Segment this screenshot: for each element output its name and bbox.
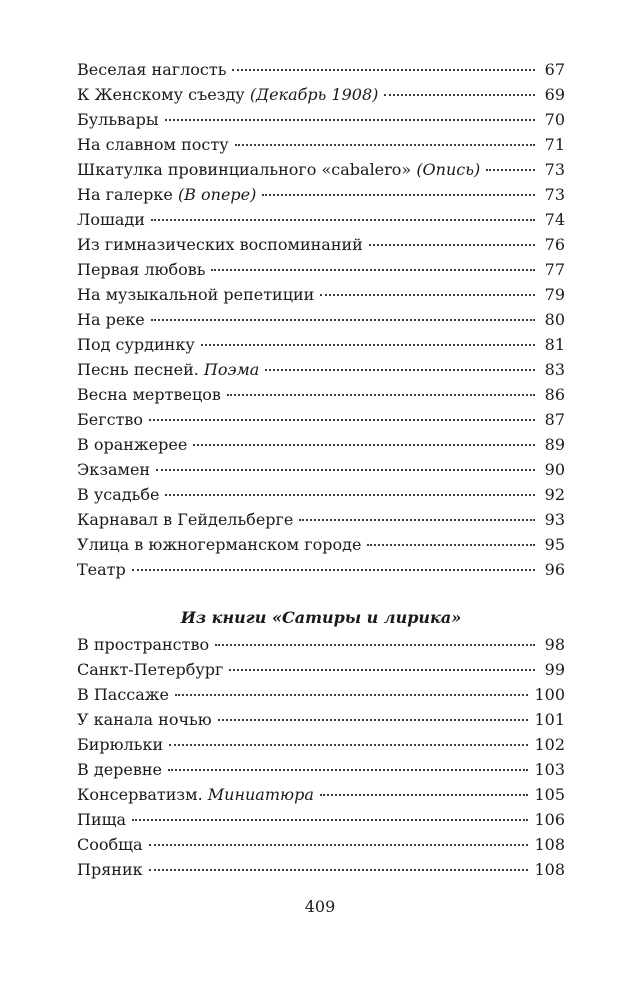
toc-entry-title	[77, 132, 229, 157]
toc-leader-dots	[369, 244, 535, 246]
toc-entry-title-text: Бирюльки	[77, 735, 164, 754]
toc-entry-title	[77, 207, 145, 232]
toc-entry-subtitle: Поэма	[203, 360, 260, 379]
toc-leader-dots	[149, 869, 529, 871]
toc-entry	[77, 332, 565, 357]
toc-entry-title	[77, 732, 163, 757]
toc-entry-page: 77	[544, 260, 565, 279]
toc-entry-title	[77, 782, 314, 807]
page-number: 409	[304, 897, 336, 916]
toc-entry-title	[77, 407, 143, 432]
toc-entry-title-text: У канала ночью	[77, 710, 212, 729]
toc-entry-title-text: Веселая наглость	[77, 60, 227, 79]
toc-entry-page: 74	[544, 210, 565, 229]
toc-entry-title-text: Сообща	[77, 835, 143, 854]
toc-entry-title-text: В усадьбе	[77, 485, 160, 504]
toc-entry	[77, 57, 565, 82]
toc-entry	[77, 257, 565, 282]
toc-entry-page: 98	[544, 635, 565, 654]
toc-entry-page: 89	[544, 435, 565, 454]
toc-leader-dots	[156, 469, 535, 471]
toc-leader-dots	[149, 419, 535, 421]
toc-entry-title-text: На реке	[77, 310, 145, 329]
toc-entry-title	[77, 357, 259, 382]
toc-entry-page: 96	[544, 560, 565, 579]
toc-entry-title-text: Бульвары	[77, 110, 159, 129]
toc-leader-dots	[175, 694, 528, 696]
toc-entry	[77, 732, 565, 757]
toc-entry-page: 70	[544, 110, 565, 129]
toc-leader-dots	[320, 794, 529, 796]
toc-entry	[77, 82, 565, 107]
toc-entry	[77, 207, 565, 232]
toc-entry-page: 80	[544, 310, 565, 329]
toc-entry	[77, 232, 565, 257]
toc-list-part2	[77, 632, 565, 882]
toc-entry-page: 105	[534, 785, 565, 804]
toc-entry-subtitle: (Опись)	[416, 160, 481, 179]
toc-leader-dots	[149, 844, 529, 846]
toc-leader-dots	[232, 69, 535, 71]
section-heading: Из книги «Сатиры и лирика»	[180, 608, 462, 627]
toc-leader-dots	[132, 569, 535, 571]
toc-entry-title	[77, 57, 226, 82]
toc-entry	[77, 807, 565, 832]
toc-leader-dots	[262, 194, 535, 196]
toc-entry	[77, 282, 565, 307]
toc-leader-dots	[299, 519, 535, 521]
toc-entry-title	[77, 682, 169, 707]
toc-entry	[77, 757, 565, 782]
toc-entry	[77, 132, 565, 157]
toc-entry-page: 71	[544, 135, 565, 154]
toc-entry-title	[77, 757, 162, 782]
toc-leader-dots	[218, 719, 529, 721]
toc-entry	[77, 407, 565, 432]
toc-entry-page: 76	[544, 235, 565, 254]
toc-entry-subtitle: (Декабрь 1908)	[249, 85, 379, 104]
toc-leader-dots	[227, 394, 535, 396]
toc-entry-title-text: В оранжерее	[77, 435, 188, 454]
toc-entry-page: 73	[544, 185, 565, 204]
toc-entry-title	[77, 557, 126, 582]
toc-entry-page: 101	[534, 710, 565, 729]
toc-entry-page: 81	[544, 335, 565, 354]
toc-entry-page: 83	[544, 360, 565, 379]
toc-entry-title-text: Первая любовь	[77, 260, 206, 279]
toc-entry-page: 95	[544, 535, 565, 554]
toc-entry-title-text: Из гимназических воспоминаний	[77, 235, 363, 254]
toc-entry-title	[77, 107, 159, 132]
toc-entry-page: 108	[534, 860, 565, 879]
toc-entry-title-text: На славном посту	[77, 135, 229, 154]
toc-leader-dots	[229, 669, 535, 671]
toc-entry	[77, 507, 565, 532]
toc-entry-title-text: Шкатулка провинциального «cabalero»	[77, 160, 412, 179]
toc-leader-dots	[211, 269, 535, 271]
toc-leader-dots	[384, 94, 535, 96]
toc-entry-title-text: В Пассаже	[77, 685, 169, 704]
toc-entry	[77, 857, 565, 882]
toc-entry-title-text: Пряник	[77, 860, 143, 879]
toc-entry-page: 92	[544, 485, 565, 504]
toc-entry	[77, 632, 565, 657]
toc-entry-title	[77, 382, 221, 407]
toc-entry-title	[77, 432, 187, 457]
toc-entry-title	[77, 482, 159, 507]
toc-entry-title-text: На музыкальной репетиции	[77, 285, 315, 304]
toc-entry-page: 86	[544, 385, 565, 404]
toc-entry	[77, 457, 565, 482]
toc-entry-subtitle: Миниатюра	[207, 785, 314, 804]
toc-leader-dots	[265, 369, 535, 371]
toc-entry-title-text: Под сурдинку	[77, 335, 195, 354]
toc-entry-title-text: В пространство	[77, 635, 210, 654]
toc-entry	[77, 682, 565, 707]
toc-entry-title	[77, 332, 195, 357]
toc-entry	[77, 357, 565, 382]
toc-entry-title-text: Весна мертвецов	[77, 385, 221, 404]
toc-entry-title-text: Пища	[77, 810, 127, 829]
toc-leader-dots	[235, 144, 535, 146]
toc-entry-page: 69	[544, 85, 565, 104]
toc-list-part1	[77, 57, 565, 582]
toc-leader-dots	[151, 319, 535, 321]
toc-entry-page: 100	[534, 685, 565, 704]
toc-entry-title-text: Театр	[77, 560, 126, 579]
toc-entry	[77, 182, 565, 207]
toc-entry-title-text: В деревне	[77, 760, 163, 779]
toc-entry-title-text: К Женскому съезду	[77, 85, 245, 104]
toc-leader-dots	[168, 769, 528, 771]
toc-entry-page: 102	[534, 735, 565, 754]
toc-entry-title	[77, 532, 361, 557]
toc-entry-title-text: На галерке	[77, 185, 173, 204]
toc-entry-title	[77, 507, 293, 532]
toc-leader-dots	[165, 119, 535, 121]
toc-leader-dots	[151, 219, 535, 221]
toc-entry-title	[77, 182, 256, 207]
toc-leader-dots	[486, 169, 535, 171]
toc-entry	[77, 482, 565, 507]
toc-entry	[77, 832, 565, 857]
toc-entry-title	[77, 307, 145, 332]
toc-entry-page: 108	[534, 835, 565, 854]
toc-entry-page: 106	[534, 810, 565, 829]
toc-entry-title-text: Консерватизм.	[77, 785, 203, 804]
toc-entry	[77, 107, 565, 132]
toc-entry-title-text: Экзамен	[77, 460, 151, 479]
toc-entry	[77, 532, 565, 557]
toc-entry-page: 103	[534, 760, 565, 779]
toc-entry-title	[77, 707, 212, 732]
toc-entry-page: 93	[544, 510, 565, 529]
toc-leader-dots	[320, 294, 535, 296]
toc-entry	[77, 707, 565, 732]
toc-entry-title-text: Лошади	[77, 210, 145, 229]
toc-leader-dots	[367, 544, 535, 546]
toc-entry	[77, 657, 565, 682]
toc-leader-dots	[193, 444, 535, 446]
toc-entry-title	[77, 232, 363, 257]
table-of-contents	[77, 57, 565, 882]
toc-entry-page: 79	[544, 285, 565, 304]
toc-entry-title	[77, 807, 126, 832]
toc-entry-title	[77, 82, 378, 107]
toc-entry-page: 67	[544, 60, 565, 79]
toc-entry-title	[77, 157, 480, 182]
toc-entry-page: 99	[544, 660, 565, 679]
toc-entry-title	[77, 257, 205, 282]
toc-entry-page: 87	[544, 410, 565, 429]
toc-entry	[77, 382, 565, 407]
toc-entry-title	[77, 857, 143, 882]
toc-entry	[77, 157, 565, 182]
toc-entry-title	[77, 832, 143, 857]
toc-entry-title-text: Бегство	[77, 410, 144, 429]
toc-entry-subtitle: (В опере)	[177, 185, 257, 204]
toc-entry-page: 90	[544, 460, 565, 479]
toc-entry	[77, 557, 565, 582]
toc-entry-title	[77, 657, 223, 682]
toc-leader-dots	[169, 744, 528, 746]
toc-entry	[77, 307, 565, 332]
toc-entry-title-text: Песнь песней.	[77, 360, 199, 379]
toc-entry	[77, 432, 565, 457]
toc-leader-dots	[201, 344, 535, 346]
toc-entry-page: 73	[544, 160, 565, 179]
toc-leader-dots	[165, 494, 535, 496]
toc-entry-title-text: Санкт-Петербург	[77, 660, 224, 679]
toc-entry-title-text: Улица в южногерманском городе	[77, 535, 362, 554]
toc-entry-title	[77, 457, 150, 482]
toc-entry-title	[77, 282, 314, 307]
toc-leader-dots	[132, 819, 528, 821]
toc-entry	[77, 782, 565, 807]
toc-entry-title-text: Карнавал в Гейдельберге	[77, 510, 294, 529]
toc-entry-title	[77, 632, 209, 657]
toc-leader-dots	[215, 644, 535, 646]
